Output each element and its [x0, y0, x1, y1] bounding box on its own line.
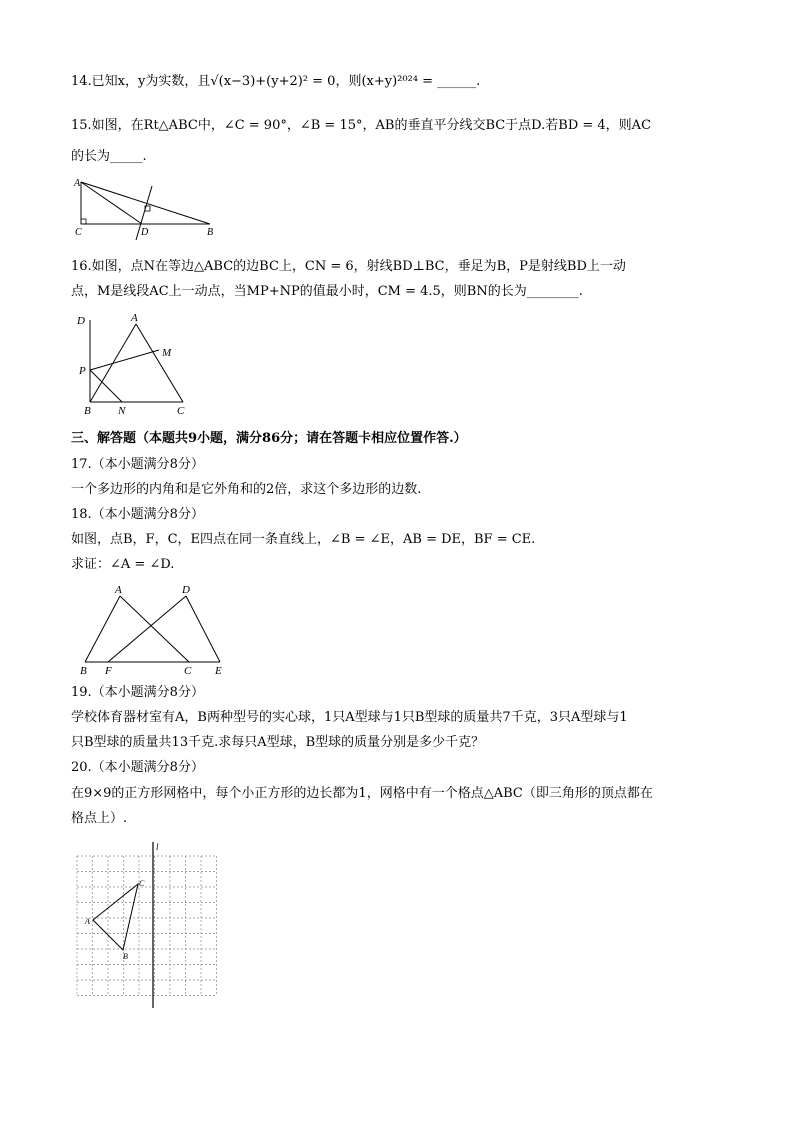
- q15-text-line1: 15.如图，在Rt△ABC中，∠C = 90°，∠B = 15°，AB的垂直平分线交BC于点D.若BD = 4，则AC: [71, 118, 652, 133]
- q16-figure: [75, 310, 195, 418]
- q16-label-B: B: [84, 405, 91, 417]
- q18-text-line2: 求证：∠A = ∠D.: [71, 557, 175, 572]
- q18-heading: 18.（本小题满分8分）: [71, 507, 204, 522]
- q20-grid-figure: [70, 840, 220, 1010]
- q18-label-F: F: [105, 665, 112, 677]
- q16-label-M: M: [162, 347, 172, 359]
- q16-label-C: C: [177, 405, 185, 417]
- q20-label-l: l: [156, 842, 159, 852]
- q20-label-C: C: [139, 879, 145, 888]
- q19-heading: 19.（本小题满分8分）: [71, 685, 204, 700]
- q15-label-A: A: [74, 178, 81, 189]
- q15-label-C: C: [75, 227, 82, 238]
- q18-label-A: A: [115, 584, 122, 596]
- q18-label-B: B: [80, 665, 87, 677]
- q18-figure: [75, 580, 235, 678]
- q18-label-C: C: [184, 665, 192, 677]
- q15-label-D: D: [141, 227, 149, 238]
- q15-label-B: B: [207, 227, 214, 238]
- q15-text-line2: 的长为_____.: [71, 149, 147, 164]
- q18-label-D: D: [182, 584, 190, 596]
- q16-label-D: D: [77, 315, 85, 327]
- q20-label-B: B: [123, 952, 128, 961]
- q18-text-line1: 如图，点B，F，C，E四点在同一条直线上，∠B = ∠E，AB = DE，BF = CE.: [71, 532, 536, 547]
- q20-heading: 20.（本小题满分8分）: [71, 760, 204, 775]
- q16-label-P: P: [79, 365, 86, 377]
- q19-text-line2: 只B型球的质量共13千克.求每只A型球，B型球的质量分别是多少千克？: [71, 735, 485, 750]
- q18-label-E: E: [215, 665, 222, 677]
- q16-text-line1: 16.如图，点N在等边△ABC的边BC上，CN = 6，射线BD⊥BC，垂足为B，P是射线BD上一动: [71, 259, 626, 274]
- q17-heading: 17.（本小题满分8分）: [71, 457, 204, 472]
- q20-text-line1: 在9×9的正方形网格中，每个小正方形的边长都为1，网格中有一个格点△ABC（即三角形的顶点都在: [71, 786, 653, 801]
- q15-figure: [70, 172, 220, 240]
- section3-heading: 三、解答题（本题共9小题，满分86分；请在答题卡相应位置作答.）: [71, 431, 467, 446]
- q20-grid: [77, 856, 217, 996]
- q16-label-A: A: [131, 312, 138, 324]
- q14-text: 14.已知x，y为实数，且√(x−3)+(y+2)² = 0，则(x+y)²⁰²⁴ = ______.: [71, 74, 481, 89]
- q16-label-N: N: [118, 405, 126, 417]
- q20-label-A: A: [85, 917, 90, 926]
- q20-text-line2: 格点上）.: [71, 811, 128, 826]
- q19-text-line1: 学校体育器材室有A，B两种型号的实心球，1只A型球与1只B型球的质量共7千克，3只A型球与1: [71, 710, 628, 725]
- q17-text: 一个多边形的内角和是它外角和的2倍，求这个多边形的边数.: [71, 482, 422, 497]
- q20-triangle-abc: [93, 884, 138, 950]
- q16-text-line2: 点，M是线段AC上一动点，当MP+NP的值最小时，CM = 4.5，则BN的长为________.: [71, 284, 583, 299]
